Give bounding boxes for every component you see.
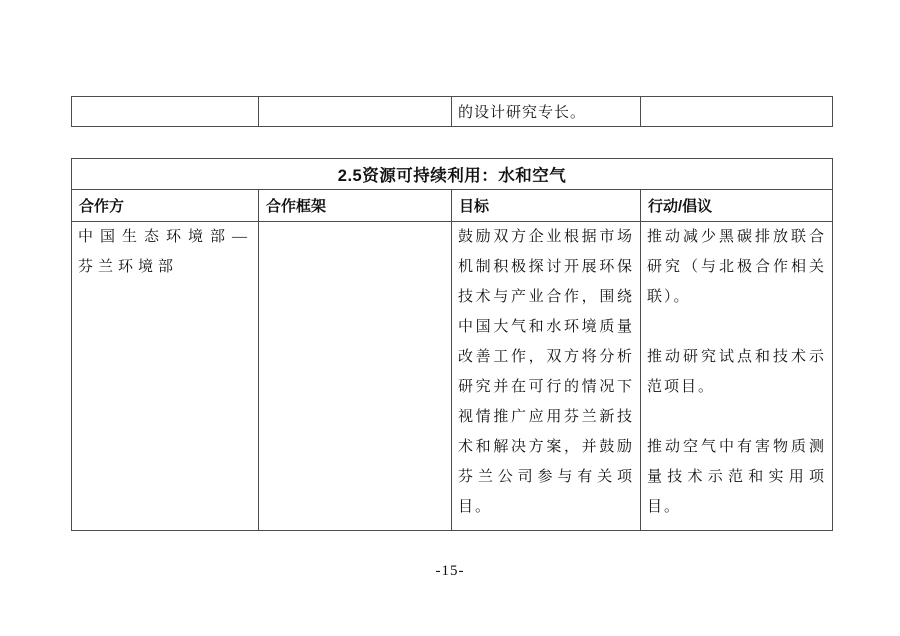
column-header-partner: 合作方 [72, 190, 259, 222]
table-row [72, 222, 833, 531]
column-header-goal: 目标 [452, 190, 641, 222]
fragment-row [72, 97, 833, 127]
cell-goal [452, 222, 641, 531]
text-line: 技术与产业合作，围绕 [458, 289, 634, 305]
text-line: 联）。 [647, 289, 691, 305]
text-line [647, 312, 826, 342]
text-line: 视情推广应用芬兰新技 [458, 409, 634, 425]
column-header-framework: 合作框架 [259, 190, 452, 222]
text-line [647, 402, 826, 432]
fragment-cell-framework [259, 97, 452, 127]
cell-actions [641, 222, 833, 531]
section-title-row [72, 159, 833, 190]
cooperation-table [71, 158, 833, 531]
text-line: 鼓励双方企业根据市场 [458, 229, 634, 245]
text-line: 推动研究试点和技术示 [647, 349, 826, 365]
text-line: 推动减少黑碳排放联合 [647, 229, 826, 245]
text-line: 改善工作，双方将分析 [458, 349, 634, 365]
column-header-row [72, 190, 833, 222]
text-line: 量技术示范和实用项 [647, 469, 826, 485]
fragment-cell-goal: 的设计研究专长。 [452, 97, 641, 127]
text-line: 目。 [647, 499, 682, 515]
cell-framework [259, 222, 452, 531]
column-header-actions: 行动/倡议 [641, 190, 833, 222]
cell-partner [72, 222, 259, 531]
text-line: 范项目。 [647, 379, 716, 395]
text-line: 研究并在可行的情况下 [458, 379, 634, 395]
text-line: 目。 [458, 499, 493, 515]
previous-table-fragment [71, 96, 833, 127]
text-line: 术和解决方案，并鼓励 [458, 439, 634, 455]
fragment-cell-partner [72, 97, 259, 127]
section-title: 2.5资源可持续利用：水和空气 [72, 159, 833, 190]
text-line: 中国生态环境部— [78, 229, 252, 245]
text-line: 机制积极探讨开展环保 [458, 259, 634, 275]
fragment-cell-actions [641, 97, 833, 127]
text-line: 研究（与北极合作相关 [647, 259, 826, 275]
text-line: 中国大气和水环境质量 [458, 319, 634, 335]
page-number: -15- [435, 563, 465, 579]
text-line: 推动空气中有害物质测 [647, 439, 826, 455]
text-line: 芬兰环境部 [78, 259, 179, 275]
text-line: 芬兰公司参与有关项 [458, 469, 634, 485]
